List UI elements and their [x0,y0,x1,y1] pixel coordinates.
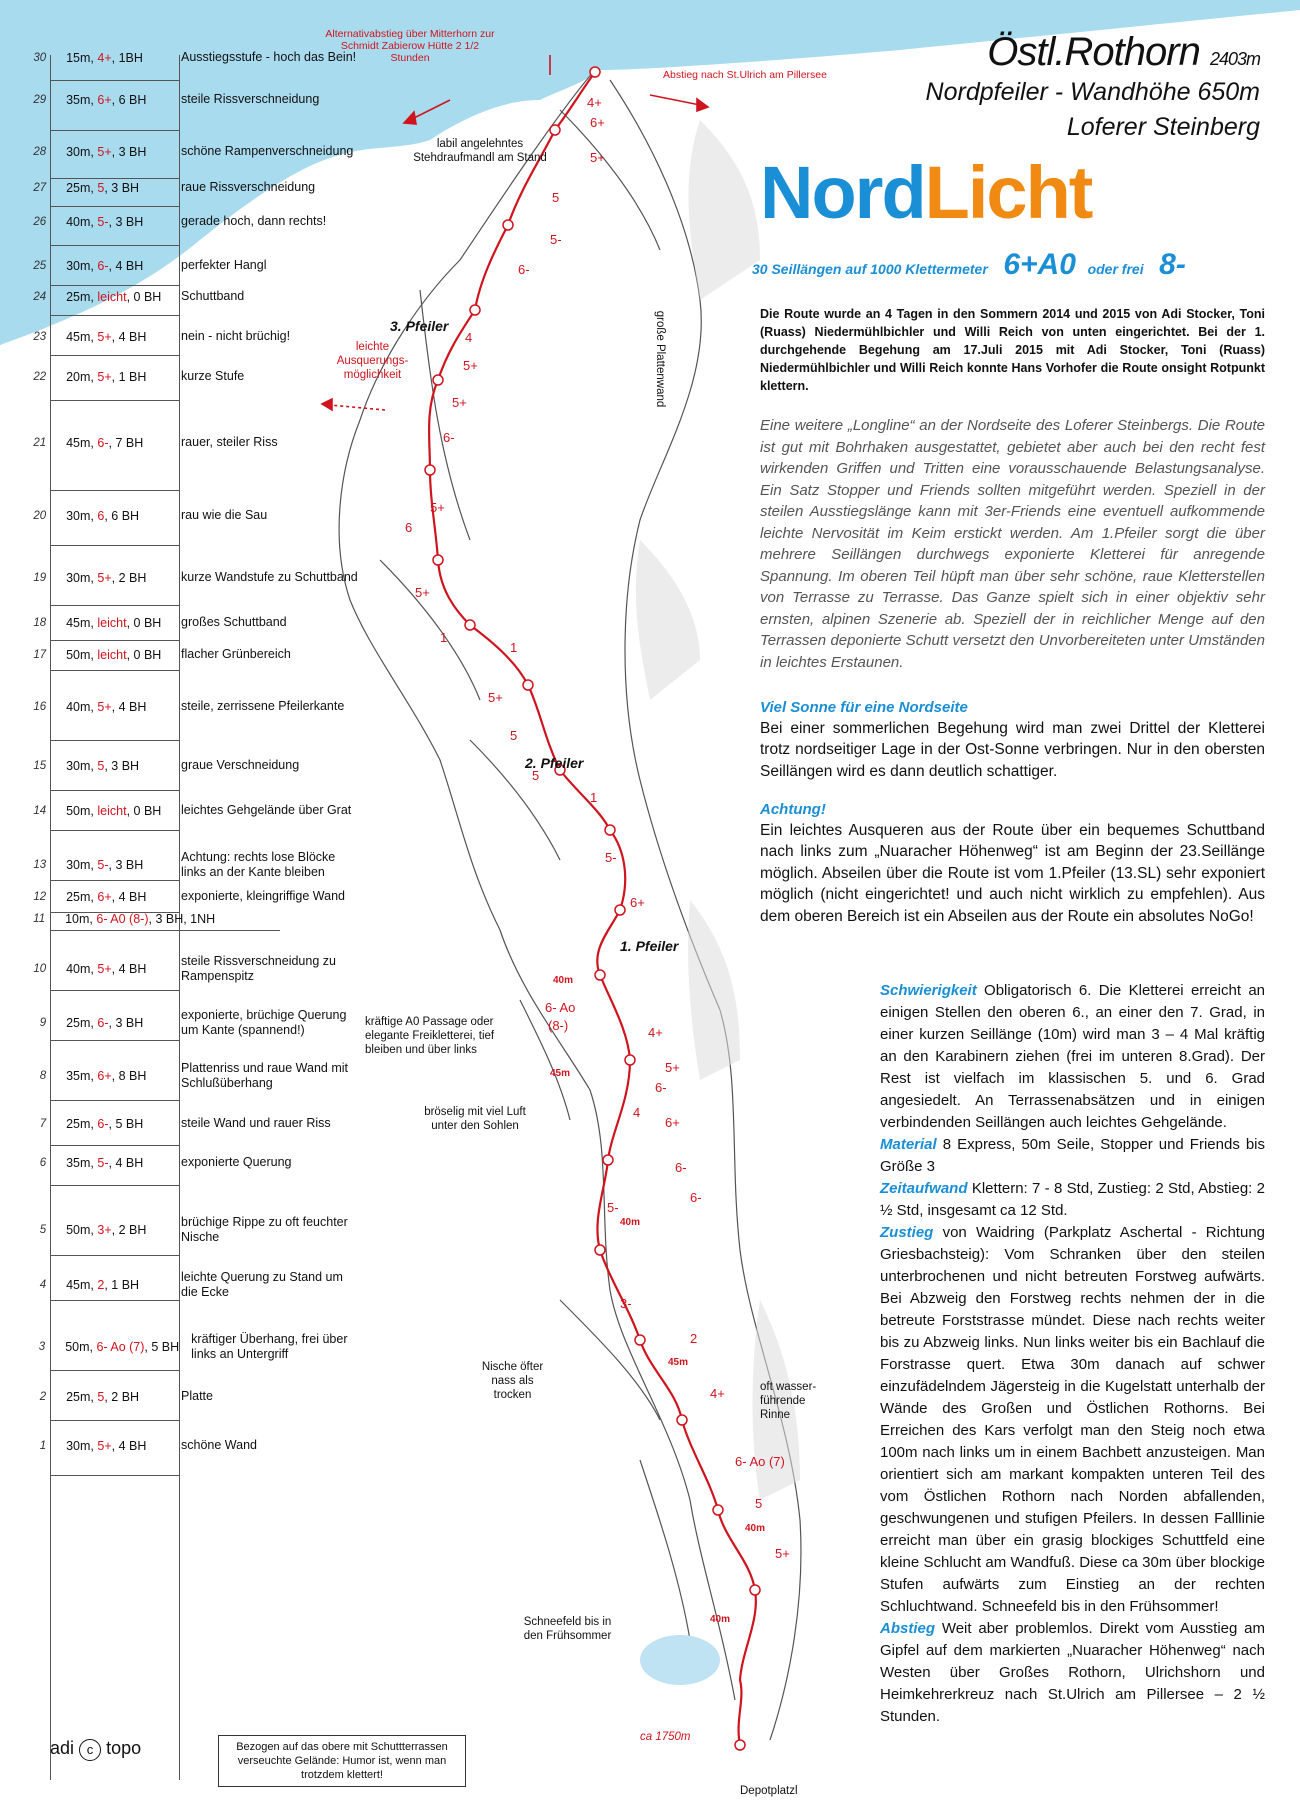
pitch-description: steile Rissverschneidung [181,92,320,106]
route-stats: 30 Seillängen auf 1000 Klettermeter 6+A0 oder frei 8- [752,248,1186,281]
pitch-separator [50,545,180,546]
pitch-grade: 5 [97,758,105,773]
route-grade-label: 5 [755,1496,763,1511]
pitch-grade: 5- [97,858,109,872]
route-grade-label: 1 [590,790,598,805]
descent-label: Abstieg nach St.Ulrich am Pillersee [663,69,827,81]
pitch-number: 11 [33,913,46,925]
pitch-description: kräftiger Überhang, frei über links an Untergriff [191,1332,348,1361]
pitch-grade: 4+ [97,50,112,65]
pitch-number: 24 [33,290,47,303]
pitch-row [30,92,360,107]
pitch-description: Platte [181,1389,213,1403]
pitch-row [30,954,360,984]
pitch-length: 15m, 4+, 1BH [66,50,143,65]
pitch-description: flacher Grünbereich [181,647,291,661]
pitch-description: schöne Wand [181,1438,257,1452]
disclaimer-box: Bezogen auf das obere mit Schuttterrassen verseuchte Gelände: Humor ist, wenn man trotzdem klettert! [218,1735,466,1787]
info-descent: Abstieg Weit aber problemlos. Direkt vom Ausstieg am Gipfel auf dem markierten „Nuaracher Höhenweg“ nach Westen über Großes Rothorn, Ulrichshorn und Heimkehrerkreuz nach St.Ulrich am Pillersee – 2 ½ Stunden. [880,1620,1265,1725]
pitch-grade: 2 [97,1278,105,1292]
pitch-separator [50,285,180,286]
pitch-row [30,369,360,384]
pitch-description: brüchige Rippe zu oft feuchter Nische [181,1215,348,1244]
pitch-separator [50,400,180,401]
rappel-40b: 40m [620,1217,641,1228]
route-grade-label: 5 [510,728,518,743]
pitch-row [30,508,360,523]
rinne-label: oft wasser-führende Rinne [760,1381,817,1421]
pitch-length: 30m, 5, 3 BH [66,758,140,773]
route-grade-label: 5+ [665,1060,680,1075]
pitch-length: 30m, 6-, 4 BH [66,258,144,273]
pitch-separator [50,930,280,931]
pitch-separator [50,830,180,831]
pitch-number: 12 [33,890,47,903]
pitch-grade: leicht [97,647,127,662]
pitch-length: 30m, 5+, 4 BH [66,1438,147,1453]
pitch-grade: 5+ [97,570,112,585]
pitch-description: rauer, steiler Riss [181,435,278,449]
pitch-grade: 6- Ao (7) [96,1340,145,1354]
altitude-label: ca 1750m [640,1731,691,1743]
route-grade-label: 6- Ao (7) [735,1454,785,1469]
alt-descent-label: Alternativabstieg über Mitterhorn zur Schmidt Zabierow Hütte 2 1/2 Stunden [325,28,495,64]
sun-heading: Viel Sonne für eine Nordseite [760,699,968,716]
pitch-length: 30m, 5-, 3 BH [66,858,144,872]
pitch-grade: 5+ [97,369,112,384]
pitch-separator [50,206,180,207]
warning-text: Ein leichtes Ausqueren aus der Route über ein bequemes Schuttband nach links zum „Nuaracher Höhenweg“ ist am Beginn der 23.Seillänge möglich. Abseilen über die Route ist vom 1.Pfeiler (13.SL) sehr exponiert möglich (nicht eingerichtet! und auch nicht wirklich zu empfehlen). Aus dem oberen Bereich ist ein Abseilen aus der Route ein absolutes NoGo! [760,821,1265,925]
route-grade-label: 1 [440,630,448,645]
route-grade-label: 5+ [775,1546,790,1561]
pitch-number: 18 [33,616,47,629]
pitch-length: 35m, 5-, 4 BH [66,1155,144,1170]
info-approach: Zustieg von Waidring (Parkplatz Aschertal - Richtung Griesbachsteig): Vom Schranken über den steilen unterbrochenen und nicht betreuten Forstweg aufwärts. Bei Abzweig den Forstweg rechts nehmen der in die betreute Forststrasse mündet. Diese nach rechts weiter bis zu Abzweig links. Nun links weiter bis ein Bachlauf die Forstrasse quert. Etwa 30m danach auf schwer einzufädelndem Jägersteig in die Kugelstatt unterhalb der Wände des Großen und Östlichen Rothorns. Bei Erreichen des Kars verfolgt man den Steig noch etwa 100m nach links um in einem Bachbett anzusteigen. Man orientiert sich am markant kompakten unteren Teil des vom Östlichen Rothorn nach Norden abfallenden, geschwungenen und stufigen Pfeilers. In dessen Falllinie erreicht man über ein grasig blockiges Schuttfeld eine kleine Schlucht am Wandfuß. Diese ca 30m über blockige Stufen aufwärts zum Einstieg an der rechten Schluchtwand. Schneefeld bis in den Frühsommer! [880,1224,1266,1615]
pitch-number: 2 [39,1390,47,1403]
pitch-grade: 6+ [97,889,112,904]
pitch-separator [50,880,180,881]
pitch-length: 25m, 5, 2 BH [66,1389,140,1404]
pitch-number: 6 [39,1156,47,1169]
pitch-length: 45m, 5+, 4 BH [66,329,147,344]
pitch-length: 25m, 6-, 3 BH [66,1016,144,1030]
plattenwand-label: große Plattenwand [654,310,666,408]
pitch-length: 30m, 6, 6 BH [66,508,140,523]
pitch-row [30,699,360,714]
pitch-grade: 6- A0 (8-) [96,912,149,926]
pitch-number: 1 [39,1439,47,1452]
pitch-grade: leicht [97,289,127,304]
title-block [926,30,1260,145]
pitch-row [30,50,360,65]
pitch-separator [50,1040,180,1041]
pitch-separator [50,1475,180,1476]
pitch-length: 50m, 6- Ao (7), 5 BH [65,1340,180,1354]
ausquerung-label: leichte Ausquerungs-möglichkeit [336,341,409,381]
pitch-description: perfekter Hangl [181,258,267,272]
pitch-length: 30m, 5+, 2 BH [66,570,147,585]
pitch-grade: 6- [97,435,109,450]
pitch-description: leichtes Gehgelände über Grat [181,803,352,817]
pfeiler2-label: 2. Pfeiler [525,755,584,771]
info-section [880,980,1265,1728]
pitch-description: gerade hoch, dann rechts! [181,214,327,228]
pitch-separator [50,640,180,641]
pitch-length: 25m, 6-, 5 BH [66,1116,144,1131]
route-grade-label: 5- [605,850,617,865]
pitch-length: 45m, leicht, 0 BH [66,615,162,630]
copyright-icon: c [79,1739,101,1761]
pitch-description: graue Verschneidung [181,758,300,772]
pitch-grade: leicht [97,615,127,630]
route-grade-label: 4 [633,1105,641,1120]
route-grade-label: 5+ [452,395,467,410]
nische-label: Nische öfter nass als trocken [481,1361,544,1401]
pitch-grade: 5 [97,1389,105,1404]
pitch-grade: 6 [97,508,105,523]
route-grade-label: 5+ [463,358,478,373]
pitch-row [30,570,360,585]
pitch-description: rau wie die Sau [181,508,268,522]
pfeiler3-label: 3. Pfeiler [390,318,449,334]
pitch-separator [50,990,180,991]
route-grade-label: 5- [607,1200,619,1215]
pfeiler1-label: 1. Pfeiler [620,938,679,954]
pitch-number: 4 [39,1279,47,1291]
pitch-row [30,1389,360,1404]
rappel-45b: 45m [668,1357,689,1368]
subtitle-wall: Nordpfeiler - Wandhöhe 650m [925,78,1260,106]
info-difficulty: Schwierigkeit Obligatorisch 6. Die Kletterei erreicht an einigen Stellen den oberen 6., an einer den 7. Grad, in einer kurzen Seillänge (10m) wird man 3 – 4 Mal kräftig an den Karabinern ziehen (frei im unteren 8.Grad). Der Rest ist vielfach im klassischen 5. und 6. Grad angesiedelt. An Terrassenabsätzen und in einigen verbindenden Seillängen auch leichtes Gehgelände. [880,982,1266,1131]
pitch-grade: 6+ [97,92,112,107]
pitch-length: 50m, 3+, 2 BH [66,1223,147,1237]
pitch-row [30,615,360,630]
pitch-description: großes Schuttband [181,615,287,629]
a0-passage-label: kräftige A0 Passage oder elegante Freikletterei, tief bleiben und über links [365,1016,495,1056]
pitch-length: 25m, 5, 3 BH [66,180,140,195]
pitch-row [30,912,360,926]
pitch-length: 20m, 5+, 1 BH [66,369,147,384]
pitch-grade: 5 [97,180,105,195]
pitch-length: 25m, 6+, 4 BH [66,889,147,904]
subtitle-region: Loferer Steinberg [1066,113,1260,141]
pitch-number: 22 [33,370,47,383]
pitch-row [30,758,360,773]
pitch-row [30,214,360,229]
schneefeld-label: Schneefeld bis in den Frühsommer [523,1616,612,1642]
pitch-grade: 5+ [97,329,112,344]
route-grade-label: 6- [655,1080,667,1095]
pitch-number: 26 [33,215,47,228]
route-grade-label: 4+ [648,1025,663,1040]
pitch-number: 17 [33,648,47,661]
pitch-separator [50,1100,180,1101]
pitch-length: 50m, leicht, 0 BH [66,647,162,662]
pitch-length: 25m, leicht, 0 BH [66,289,162,304]
pitch-number: 13 [33,859,47,871]
pitch-number: 7 [39,1117,47,1130]
pitch-number: 30 [33,51,47,64]
pitch-grade: leicht [97,803,127,818]
pitch-separator [50,1300,180,1301]
pitch-description: exponierte Querung [181,1155,292,1169]
broeselig-label: bröselig mit viel Luft unter den Sohlen [424,1106,526,1132]
pitch-row [30,144,360,159]
route-grade-label: 5 [552,190,560,205]
route-grade-label: 6+ [630,895,645,910]
pitch-separator [50,355,180,356]
pitch-length: 10m, 6- A0 (8-), 3 BH, 1NH [65,912,216,926]
pitch-grade: 5- [97,1155,109,1170]
pitch-number: 5 [39,1224,47,1236]
route-line [429,72,756,1745]
pitch-row [30,435,360,450]
rappel-45: 45m [550,1068,571,1079]
pitch-description: nein - nicht brüchig! [181,329,291,343]
pitch-number: 23 [33,330,47,343]
pitch-grade: 5+ [97,962,112,976]
pitch-row [30,1155,360,1170]
belay-stations [425,67,763,1750]
pitch-description: schöne Rampenverschneidung [181,144,354,158]
labil-label: labil angelehntes Stehdraufmandl am Stand [413,138,547,164]
route-grade-label: 6- Ao [545,1000,576,1015]
credit-logo [50,1738,141,1761]
pitch-separator [50,670,180,671]
pitch-length: 50m, leicht, 0 BH [66,803,162,818]
route-grade-label: 6- [690,1190,702,1205]
pitch-number: 14 [33,804,47,817]
pitch-row [30,1438,360,1453]
route-grade-label: 6 [405,520,413,535]
pitch-separator [50,1420,180,1421]
pitch-row [30,1061,360,1091]
route-grade-label: 6+ [665,1115,680,1130]
pitch-separator [50,605,180,606]
pitch-description: kurze Stufe [181,369,245,383]
pitch-separator [50,1255,180,1256]
pitch-grade: 5+ [97,144,112,159]
pitch-grade: 6- [97,1116,109,1131]
pitch-grade: 3+ [97,1223,112,1237]
rappel-40d: 40m [710,1614,731,1625]
pitch-grade: 5- [97,214,109,229]
pitch-row [30,1215,360,1245]
pitch-number: 8 [39,1070,47,1082]
pitch-row [30,889,360,904]
pitch-description: exponierte, brüchige Querung um Kante (spannend!) [181,1008,347,1037]
pitch-row [30,850,360,880]
pitch-separator [50,1370,180,1371]
pitch-number: 19 [33,571,47,584]
pitch-row [30,180,360,195]
pitch-description: leichte Querung zu Stand um die Ecke [181,1270,343,1299]
snowfield [640,1635,720,1685]
pitch-number: 3 [38,1341,46,1353]
route-grade-label: (8-) [548,1018,569,1033]
pitch-separator [50,490,180,491]
warning-section [760,800,1265,927]
pitch-grade: 6+ [97,1069,112,1083]
intro-text: Eine weitere „Longline“ an der Nordseite des Loferer Steinbergs. Die Route ist gut mit Bohrhaken ausgestattet, gebietet aber auch bei den recht fest wirkenden Griffen und Tritten eine vorausschauende Belastungsanalyse. Ein Satz Stopper und Friends sollten mitgeführt werden. Speziell in der steilen Ausstiegslänge kann mit 3er-Friends eine eventuell aufkommende leichte Nervosität im Keim erstickt werden. Am 1.Pfeiler sorgt die über mehrere Seillängen durchwegs exponierte Kletterei für anregende Spannung. Im oberen Teil hüpft man über sehr schöne, raue Kletterstellen von Terrasse zu Terrasse. Das Ganze spielt sich in einer objektiv sehr ernsten, alpinen Szenerie ab. Speziell der in reichlicher Menge auf den Terrassen deponierte Schutt versetzt den Unvorbereiteten unter Umständen in leichtes Erstaunen. [760,417,1265,671]
pitch-row [30,647,360,662]
pitch-number: 27 [33,181,47,194]
route-grade-label: 6+ [590,115,605,130]
pitch-description: Achtung: rechts lose Blöcke links an der Kante bleiben [181,850,336,879]
rappel-40c: 40m [745,1523,766,1534]
pitch-row [30,289,360,304]
pitch-grade: 6- [97,1016,109,1030]
pitch-number: 16 [33,700,47,713]
pitch-length: 35m, 6+, 6 BH [66,92,147,107]
route-grade-label: 6- [675,1160,687,1175]
route-grade-label: 5+ [488,690,503,705]
pitch-number: 29 [33,93,47,106]
route-grade-label: 3- [620,1296,632,1311]
pitch-length: 40m, 5-, 3 BH [66,214,144,229]
pitch-number: 10 [33,963,47,975]
pitch-row [30,329,360,344]
pitch-separator [50,1185,180,1186]
pitch-grade: 6- [97,258,109,273]
route-grade-label: 5+ [590,150,605,165]
route-grade-label: 5- [550,232,562,247]
pitch-separator [50,245,180,246]
peak-name: Östl.Rothorn 2403m [987,30,1260,74]
route-grade-label: 5+ [415,585,430,600]
pitch-number: 15 [33,759,47,772]
warning-heading: Achtung! [760,801,826,818]
pitch-grade: 5+ [97,1438,112,1453]
credit-name1: adi [50,1738,75,1758]
pitch-separator [50,740,180,741]
pitch-description: Plattenriss und raue Wand mit Schlußüberhang [181,1061,348,1090]
rappel-40a: 40m [553,975,574,986]
pitch-grade: 5+ [97,699,112,714]
pitch-description: kurze Wandstufe zu Schuttband [181,570,358,584]
route-grade-label: 2 [690,1331,698,1346]
first-ascent-text: Die Route wurde an 4 Tagen in den Sommern 2014 und 2015 von Adi Stocker, Toni (Ruass) Niedermühlbichler und Willi Reich von unten eingerichtet. Bei der 1. durchgehende Begehung am 17.Juli 2015 mit Adi Stocker, Toni (Ruass) Niedermühlbichler und Willi Reich konnte Hans Vorhofer die Route onsight Rotpunkt klettern. [760,307,1265,393]
route-grade-label: 4 [465,330,473,345]
route-grade-label: 5+ [430,500,445,515]
pitch-description: steile Rissverschneidung zu Rampenspitz [181,954,336,983]
pitch-length: 45m, 2, 1 BH [66,1278,140,1292]
pitch-description: Ausstiegsstufe - hoch das Bein! [181,50,357,64]
pitch-separator [50,130,180,131]
route-logo: NordLicht [760,151,1092,234]
pitch-length: 30m, 5+, 3 BH [66,144,147,159]
pitch-number: 20 [33,509,47,522]
pitch-length: 35m, 6+, 8 BH [66,1069,147,1083]
pitch-separator [50,790,180,791]
pitch-length: 40m, 5+, 4 BH [66,962,147,976]
pitch-separator [50,80,180,81]
pitch-row [30,1008,360,1038]
info-time: Zeitaufwand Klettern: 7 - 8 Std, Zustieg: 2 Std, Abstieg: 2 ½ Std, insgesamt ca 12 Std. [880,1180,1266,1219]
sun-section [760,698,1265,782]
pitch-length: 45m, 6-, 7 BH [66,435,144,450]
credit-name2: topo [106,1738,142,1758]
pitch-description: raue Rissverschneidung [181,180,316,194]
route-grade-label: 4+ [587,95,602,110]
pitch-row [30,803,360,818]
pitch-description: exponierte, kleingriffige Wand [181,889,345,903]
route-grade-label: 4+ [710,1386,725,1401]
pitch-description: steile Wand und rauer Riss [181,1116,331,1130]
pitch-separator [50,1145,180,1146]
route-grade-label: 5 [532,768,540,783]
pitch-separator [50,315,180,316]
pitch-row [30,1332,360,1362]
pitch-row [30,1116,360,1131]
route-grade-label: 6- [443,430,455,445]
pitch-number: 9 [39,1017,47,1029]
pitch-number: 28 [33,145,47,158]
sun-text: Bei einer sommerlichen Begehung wird man zwei Drittel der Kletterei trotz nordseitiger Lage in der Ost-Sonne verbringen. Nur in den obersten Seillängen wird es dann deutlich schattiger. [760,719,1265,780]
pitch-description: Schuttband [181,289,245,303]
depot-label: Depotplatzl [740,1785,798,1797]
pitch-row [30,258,360,273]
info-material: Material 8 Express, 50m Seile, Stopper und Friends bis Größe 3 [880,1136,1266,1175]
pitch-number: 25 [33,259,47,272]
pitch-separator [50,178,180,179]
route-grade-label: 6- [518,262,530,277]
pitch-length: 40m, 5+, 4 BH [66,699,147,714]
pitch-number: 21 [33,436,47,449]
pitch-row [30,1270,360,1300]
route-grade-label: 1 [510,640,518,655]
pitch-description: steile, zerrissene Pfeilerkante [181,699,345,713]
